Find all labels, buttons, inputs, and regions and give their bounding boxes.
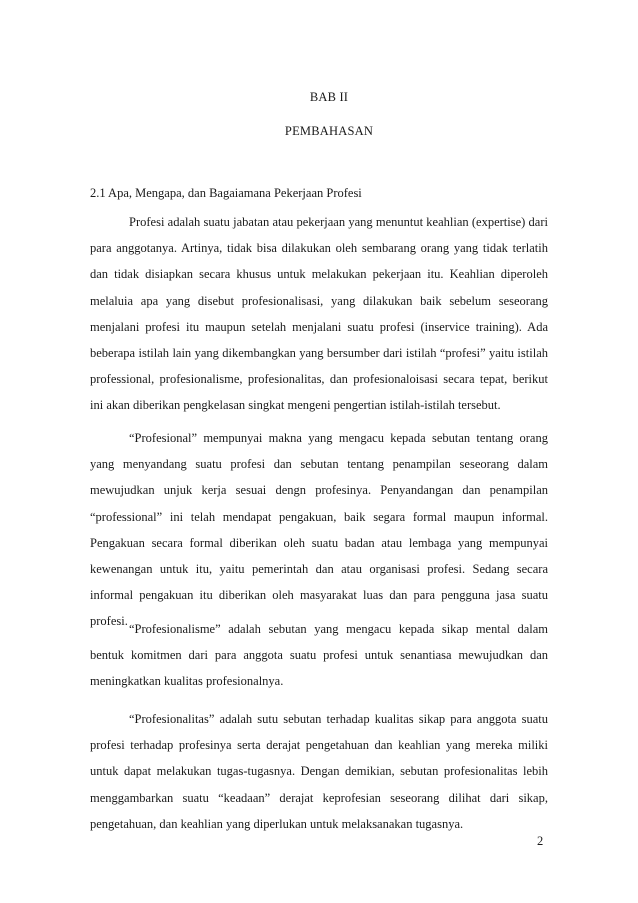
- section-heading: 2.1 Apa, Mengapa, dan Bagaiamana Pekerjaan Profesi: [90, 186, 362, 200]
- paragraph-profesionalitas: “Profesionalitas” adalah sutu sebutan terhadap kualitas sikap para anggota suatu profesi terhadap profesinya serta derajat pengetahuan dan keahlian yang mereka miliki untuk dapat melakukan tugas-tugasnya. Dengan demikian, sebutan profesionalitas lebih menggambarkan suatu “keadaan” derajat keprofesian seseorang dilihat dari sikap, pengetahuan, dan keahlian yang diperlukan untuk melaksanakan tugasnya.: [90, 712, 548, 831]
- paragraph-profesional: “Profesional” mempunyai makna yang mengacu kepada sebutan tentang orang yang menyandang suatu profesi dan sebutan tentang penampilan seseorang dalam mewujudkan unjuk kerja sesuai dengn profesinya. Penyandangan dan penampilan “professional” ini telah mendapat pengakuan, baik segara formal maupun informal. Pengakuan secara formal diberikan oleh suatu badan atau lembaga yang mempunyai kewenangan untuk itu, yaitu pemerintah dan atau organisasi profesi. Sedang secara informal pengakuan itu diberikan oleh masyarakat luas dan para pengguna jasa suatu profesi.: [90, 431, 548, 629]
- paragraph-profesi: Profesi adalah suatu jabatan atau pekerjaan yang menuntut keahlian (expertise) dari para anggotanya. Artinya, tidak bisa dilakukan oleh sembarang orang yang tidak terlatih dan tidak disiapkan secara khusus untuk melakukan pekerjaan itu. Keahlian diperoleh melaluia apa yang disebut profesionalisasi, yang dilakukan baik sebelum seseorang menjalani profesi itu maupun setelah menjalani suatu profesi (inservice training). Ada beberapa istilah lain yang dikembangkan yang bersumber dari istilah “profesi” yaitu istilah professional, profesionalisme, profesionalitas, dan profesionaloisasi secara tepat, berikut ini akan diberikan pengkelasan singkat mengeni pengertian istilah-istilah tersebut.: [90, 215, 548, 413]
- chapter-title: PEMBAHASAN: [284, 124, 374, 138]
- paragraph-profesionalisme: “Profesionalisme” adalah sebutan yang mengacu kepada sikap mental dalam bentuk komitmen dari para anggota suatu profesi untuk senantiasa mewujudkan dan meningkatkan kualitas profesionalnya.: [90, 622, 548, 689]
- chapter-number: BAB II: [309, 90, 349, 104]
- page-number: 2: [537, 834, 544, 848]
